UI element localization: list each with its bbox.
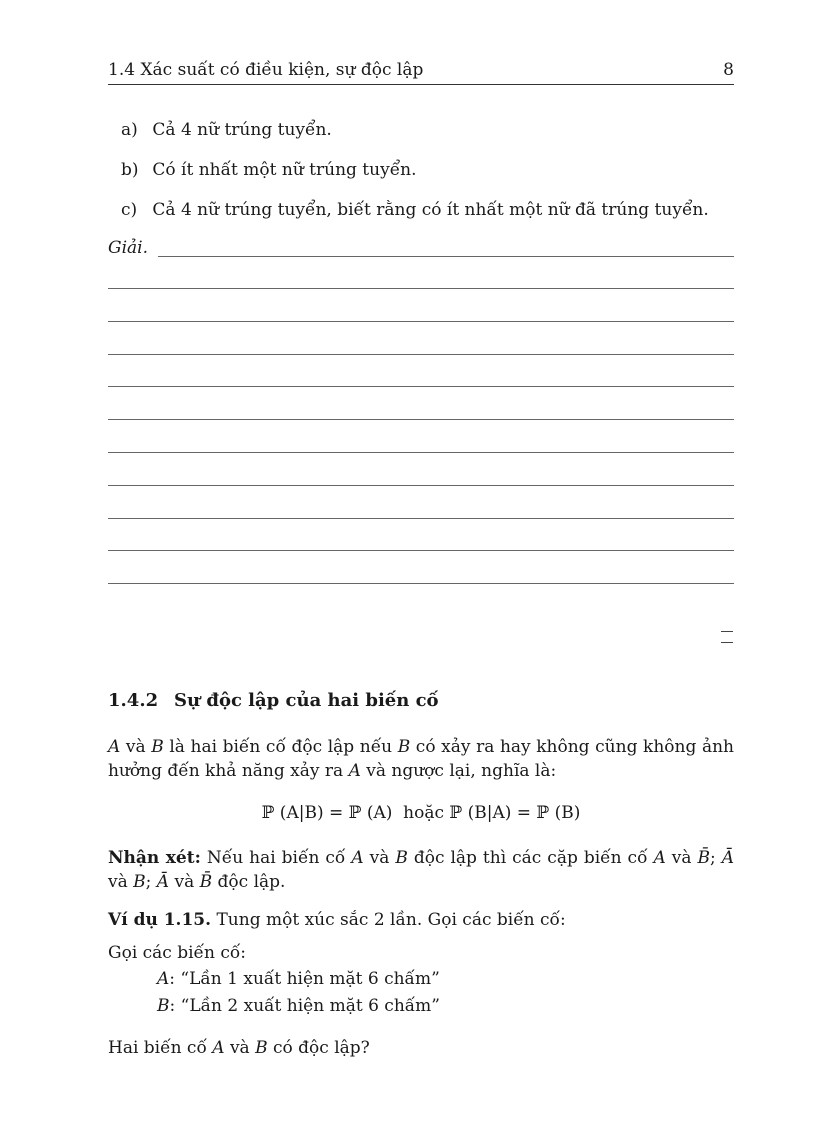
- text: có độc lập?: [267, 1038, 370, 1058]
- item-label: c): [121, 200, 138, 220]
- formula-right: ℙ (B|A) = ℙ (B): [449, 803, 581, 823]
- example-label: Ví dụ 1.15.: [108, 910, 212, 930]
- text: Hai biến cố: [108, 1038, 213, 1058]
- text: Nếu hai biến cố: [200, 848, 352, 868]
- event-a-var: A: [157, 969, 170, 989]
- text: độc lập thì các cặp biến cố: [407, 848, 654, 868]
- event-a-text: : “Lần 1 xuất hiện mặt 6 chấm”: [169, 969, 440, 989]
- text: ;: [145, 872, 157, 892]
- header-page-number: 8: [723, 60, 734, 80]
- var-a: A: [348, 761, 361, 781]
- text: và: [363, 848, 396, 868]
- example-repeat-line: Gọi các biến cố:: [108, 943, 247, 963]
- text: và: [120, 737, 152, 757]
- formula-conjunction: hoặc: [403, 803, 445, 823]
- exercise-item-b: [121, 158, 709, 198]
- definition-paragraph: [108, 735, 734, 783]
- item-label: b): [121, 160, 139, 180]
- writing-line: [108, 386, 734, 387]
- text: và: [224, 1038, 256, 1058]
- writing-line: [108, 419, 734, 420]
- writing-line: [108, 354, 734, 355]
- qed-mark: [721, 631, 733, 645]
- example-heading: [108, 908, 734, 932]
- example-question: [108, 1036, 734, 1060]
- event-b-line: [157, 994, 717, 1018]
- exercise-item-a: [121, 118, 709, 158]
- formula-left: ℙ (A|B) = ℙ (A): [261, 803, 393, 823]
- writing-line: [108, 550, 734, 551]
- writing-line: [158, 256, 734, 257]
- var: B: [133, 872, 146, 892]
- writing-line: [108, 321, 734, 322]
- header-section-title: 1.4 Xác suất có điều kiện, sự độc lập: [108, 60, 424, 80]
- section-title: Sự độc lập của hai biến cố: [174, 690, 439, 711]
- section-heading: [108, 690, 439, 711]
- item-text: Có ít nhất một nữ trúng tuyển.: [152, 160, 417, 180]
- var: A: [351, 848, 364, 868]
- var-a: A: [108, 737, 121, 757]
- var: A: [212, 1038, 225, 1058]
- var: B: [255, 1038, 268, 1058]
- var: B: [395, 848, 408, 868]
- independence-formula: [108, 803, 734, 823]
- text: và: [108, 872, 134, 892]
- item-text: Cả 4 nữ trúng tuyển, biết rằng có ít nhất một nữ đã trúng tuyển.: [152, 200, 709, 220]
- writing-line: [108, 288, 734, 289]
- exercise-items: [121, 118, 709, 238]
- writing-line: [108, 452, 734, 453]
- writing-line: [108, 583, 734, 584]
- section-number: 1.4.2: [108, 690, 159, 711]
- event-b-text: : “Lần 2 xuất hiện mặt 6 chấm”: [169, 996, 440, 1016]
- text: độc lập.: [212, 872, 286, 892]
- item-text: Cả 4 nữ trúng tuyển.: [152, 120, 332, 140]
- text: ;: [710, 848, 722, 868]
- page-header: [108, 58, 734, 85]
- event-b-var: B: [157, 996, 170, 1016]
- event-a-line: [157, 967, 717, 991]
- solution-first-line: [108, 238, 734, 258]
- var: B̄: [199, 872, 213, 892]
- var: Ā: [156, 872, 170, 892]
- text: và ngược lại, nghĩa là:: [360, 761, 557, 781]
- writing-line: [108, 485, 734, 486]
- item-label: a): [121, 120, 138, 140]
- solution-label: Giải.: [108, 238, 148, 258]
- example-text: Tung một xúc sắc 2 lần. Gọi các biến cố:: [211, 910, 566, 930]
- solution-block: [108, 238, 734, 258]
- remark-label: Nhận xét:: [108, 848, 201, 868]
- writing-line: [108, 518, 734, 519]
- var-b: B: [397, 737, 411, 757]
- var-b: B: [151, 737, 164, 757]
- text: có xảy ra hay không cũng không ảnh hưởng đến khả năng xảy ra: [108, 737, 734, 781]
- text: là hai biến cố độc lập nếu: [163, 737, 398, 757]
- exercise-item-c: [121, 198, 709, 238]
- remark-paragraph: [108, 846, 734, 894]
- text: và: [665, 848, 698, 868]
- var: B̄: [697, 848, 710, 868]
- var: A: [653, 848, 666, 868]
- var: Ā: [721, 848, 735, 868]
- text: và: [169, 872, 200, 892]
